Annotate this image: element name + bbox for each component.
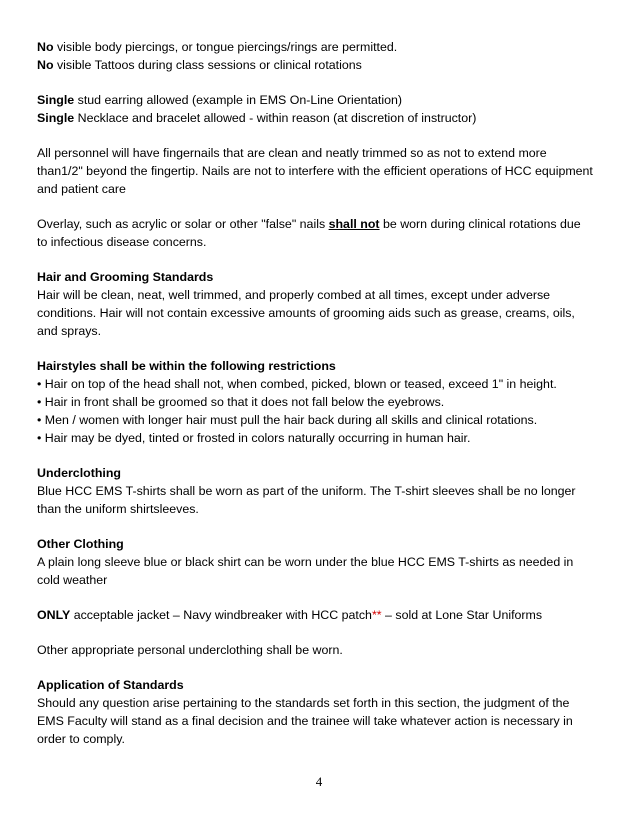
footnote-marker: ** [371, 608, 382, 622]
paragraph-line: Hair will be clean, neat, well trimmed, and properly combed at all times, except under adverse [37, 288, 551, 302]
application-section [37, 676, 607, 748]
paragraph-line: Blue HCC EMS T-shirts shall be worn as part of the uniform. The T-shirt sleeves shall be no longer [37, 484, 576, 498]
rule-text-post: – sold at Lone Star Uniforms [381, 608, 543, 622]
rule-lead: No [37, 58, 54, 72]
rule-necklace [37, 109, 607, 127]
paragraph-line: All personnel will have fingernails that are clean and neatly trimmed so as not to extend more [37, 146, 547, 160]
paragraph-line: Should any question arise pertaining to the standards set forth in this section, the judgment of the [37, 696, 570, 710]
hairstyles-section [37, 357, 607, 447]
paragraph-line: than the uniform shirtsleeves. [37, 502, 199, 516]
overlay-paragraph [37, 215, 607, 251]
paragraph-line [37, 215, 607, 233]
rule-text: visible Tattoos during class sessions or clinical rotations [53, 58, 362, 72]
paragraph-line: cold weather [37, 573, 108, 587]
rule-text: stud earring allowed (example in EMS On-Line Orientation) [74, 93, 403, 107]
paragraph-line: conditions. Hair will not contain excessive amounts of grooming aids such as grease, creams, oils, [37, 306, 575, 320]
rule-lead: Single [37, 111, 75, 125]
list-item: • Hair on top of the head shall not, when combed, picked, blown or teased, exceed 1" in height. [37, 377, 557, 391]
paragraph-line: and patient care [37, 182, 126, 196]
rule-text: Necklace and bracelet allowed - within reason (at discretion of instructor) [74, 111, 477, 125]
rule-lead: No [37, 40, 54, 54]
section-heading: Other Clothing [37, 537, 124, 551]
paragraph-line: A plain long sleeve blue or black shirt can be worn under the blue HCC EMS T-shirts as needed in [37, 555, 574, 569]
paragraph-line: than1/2" beyond the fingertip. Nails are not to interfere with the efficient operations of HCC equipment [37, 164, 593, 178]
rule-lead: Single [37, 93, 75, 107]
other-clothing-section [37, 535, 607, 589]
underclothing-section [37, 464, 607, 518]
paragraph-line: and sprays. [37, 324, 102, 338]
section-heading: Hairstyles shall be within the following restrictions [37, 359, 336, 373]
rule-earring [37, 91, 607, 109]
rule-text: acceptable jacket – Navy windbreaker with HCC patch [70, 608, 372, 622]
overlay-emphasis: shall not [328, 217, 380, 231]
page-content [37, 38, 607, 748]
overlay-pre: Overlay, such as acrylic or solar or other "false" nails [37, 217, 329, 231]
jacket-rule [37, 606, 607, 624]
list-item: • Hair in front shall be groomed so that it does not fall below the eyebrows. [37, 395, 445, 409]
section-heading: Application of Standards [37, 678, 184, 692]
list-item: • Hair may be dyed, tinted or frosted in colors naturally occurring in human hair. [37, 431, 471, 445]
hair-grooming-section [37, 268, 607, 340]
overlay-post: be worn during clinical rotations due [379, 217, 581, 231]
list-item: • Men / women with longer hair must pull the hair back during all skills and clinical rotations. [37, 413, 538, 427]
rule-text: visible body piercings, or tongue piercings/rings are permitted. [53, 40, 398, 54]
rule-piercings [37, 38, 607, 56]
section-heading: Underclothing [37, 466, 121, 480]
fingernails-paragraph [37, 144, 607, 198]
section-heading: Hair and Grooming Standards [37, 270, 214, 284]
paragraph-line: to infectious disease concerns. [37, 235, 207, 249]
rule-tattoos [37, 56, 607, 74]
paragraph-line: order to comply. [37, 732, 125, 746]
personal-underclothing-line: Other appropriate personal underclothing shall be worn. [37, 643, 343, 657]
paragraph-line: EMS Faculty will stand as a final decision and the trainee will take whatever action is necessary in [37, 714, 573, 728]
rule-lead: ONLY [37, 608, 71, 622]
page-number: 4 [315, 774, 323, 789]
